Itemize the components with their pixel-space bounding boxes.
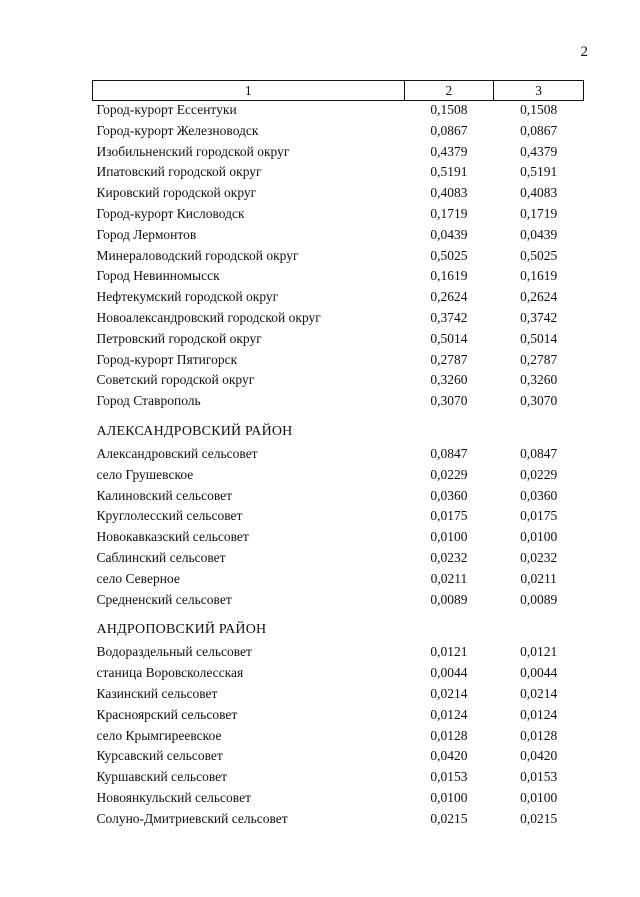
column-header-2: 2 (404, 81, 494, 101)
value-column-2: 0,0089 (430, 591, 468, 607)
value-column-2: 0,2787 (430, 351, 468, 367)
municipality-name: Город-курорт Кисловодск (96, 205, 245, 221)
value-column-3: 0,0232 (520, 549, 558, 565)
value-column-2: 0,0100 (430, 789, 468, 805)
value-column-3: 0,0089 (520, 591, 558, 607)
municipality-name: Водораздельный сельсовет (96, 644, 252, 660)
municipality-name: Город-курорт Железноводск (96, 122, 259, 138)
coefficients-table (92, 80, 584, 831)
value-column-2: 0,2624 (430, 289, 468, 305)
table-row (93, 392, 584, 413)
municipality-name: Новокавказский сельсовет (96, 529, 249, 545)
value-column-2: 0,0229 (430, 466, 468, 482)
value-column-3: 0,0420 (520, 748, 558, 764)
municipality-name: Солуно-Дмитриевский сельсовет (96, 810, 288, 826)
value-column-3: 0,2787 (520, 351, 558, 367)
municipality-name: Город-курорт Пятигорск (96, 351, 238, 367)
municipality-name: Красноярский сельсовет (96, 706, 238, 722)
municipality-name: Советский городской округ (96, 372, 255, 388)
value-column-3: 0,3070 (520, 393, 558, 409)
value-column-2: 0,0215 (430, 810, 468, 826)
municipality-name: Средненский сельсовет (96, 591, 232, 607)
value-column-3: 0,0867 (520, 122, 558, 138)
table-row (93, 810, 584, 831)
municipality-name: село Северное (96, 570, 180, 586)
section-heading-row (93, 611, 584, 643)
municipality-name: Кировский городской округ (96, 185, 257, 201)
table-row (93, 226, 584, 247)
table-row (93, 445, 584, 466)
value-column-3: 0,1719 (520, 205, 558, 221)
value-column-2: 0,5014 (430, 330, 468, 346)
value-column-3: 0,0124 (520, 706, 558, 722)
municipality-name: Круглолесский сельсовет (96, 508, 243, 524)
value-column-2: 0,5191 (430, 164, 468, 180)
value-column-3: 0,0121 (520, 644, 558, 660)
value-column-3: 0,5025 (520, 247, 558, 263)
value-column-2: 0,4379 (430, 143, 468, 159)
value-column-2: 0,0232 (430, 549, 468, 565)
municipality-name: Калиновский сельсовет (96, 487, 233, 503)
table-header (93, 81, 584, 101)
value-column-3: 0,5191 (520, 164, 558, 180)
municipality-name: Куршавский сельсовет (96, 769, 228, 785)
table-row (93, 643, 584, 664)
value-column-2: 0,5025 (430, 247, 468, 263)
value-column-2: 0,1719 (430, 205, 468, 221)
table-row (93, 727, 584, 748)
municipality-name: Город Невинномысск (96, 268, 220, 284)
header-row (93, 81, 584, 101)
table-row (93, 288, 584, 309)
table-row (93, 570, 584, 591)
municipality-name: Изобильненский городской округ (96, 143, 290, 159)
table-row (93, 591, 584, 612)
value-column-2: 0,1508 (430, 102, 468, 117)
table-row (93, 768, 584, 789)
value-column-3: 0,0128 (520, 727, 558, 743)
municipality-name: село Крымгиреевское (96, 727, 222, 743)
column-header-1: 1 (93, 81, 405, 101)
value-column-3: 0,4379 (520, 143, 558, 159)
table-body (93, 101, 584, 831)
value-column-2: 0,0211 (430, 570, 468, 586)
value-column-3: 0,0214 (520, 685, 558, 701)
value-column-2: 0,3070 (430, 393, 468, 409)
table-row (93, 163, 584, 184)
table-row (93, 205, 584, 226)
table-row (93, 247, 584, 268)
value-column-2: 0,0044 (430, 665, 468, 681)
value-column-3: 0,0100 (520, 789, 558, 805)
value-column-2: 0,0867 (430, 122, 468, 138)
municipality-name: Новоянкульский сельсовет (96, 789, 251, 805)
value-column-2: 0,0439 (430, 226, 468, 242)
table-row (93, 706, 584, 727)
municipality-name: Город-курорт Ессентуки (96, 102, 237, 117)
municipality-name: Петровский городской округ (96, 330, 262, 346)
value-column-3: 0,0439 (520, 226, 558, 242)
table-row (93, 101, 584, 122)
value-column-3: 0,4083 (520, 185, 558, 201)
table-row (93, 330, 584, 351)
value-column-3: 0,2624 (520, 289, 558, 305)
value-column-3: 0,3260 (520, 372, 558, 388)
value-column-2: 0,3260 (430, 372, 468, 388)
value-column-2: 0,3742 (430, 309, 468, 325)
value-column-3: 0,3742 (520, 309, 558, 325)
table-row (93, 122, 584, 143)
table-row (93, 371, 584, 392)
value-column-3: 0,0211 (520, 570, 557, 586)
value-column-3: 0,0044 (520, 665, 558, 681)
value-column-3: 0,1508 (520, 102, 558, 117)
table-row (93, 184, 584, 205)
value-column-2: 0,0847 (430, 445, 468, 461)
value-column-2: 0,0360 (430, 487, 468, 503)
value-column-3: 0,0229 (520, 466, 558, 482)
table-row (93, 267, 584, 288)
municipality-name: Нефтекумский городской округ (96, 289, 279, 305)
value-column-3: 0,0847 (520, 445, 558, 461)
value-column-2: 0,0153 (430, 769, 468, 785)
value-column-2: 0,0214 (430, 685, 468, 701)
value-column-2: 0,0175 (430, 508, 468, 524)
table-row (93, 685, 584, 706)
table-row (93, 664, 584, 685)
municipality-name: Город Ставрополь (96, 393, 201, 409)
table-row (93, 549, 584, 570)
table-row (93, 747, 584, 768)
table-row (93, 528, 584, 549)
section-heading-row (93, 413, 584, 445)
value-column-2: 0,0128 (430, 727, 468, 743)
municipality-name: Ипатовский городской округ (96, 164, 262, 180)
value-column-3: 0,0360 (520, 487, 558, 503)
value-column-3: 0,0153 (520, 769, 558, 785)
municipality-name: Курсавский сельсовет (96, 748, 223, 764)
table-row (93, 507, 584, 528)
section-heading: АНДРОПОВСКИЙ РАЙОН (96, 622, 267, 638)
table-row (93, 351, 584, 372)
municipality-name: станица Воровсколесская (96, 665, 244, 681)
municipality-name: Новоалександровский городской округ (96, 309, 321, 325)
table-row (93, 466, 584, 487)
column-header-3: 3 (494, 81, 584, 101)
value-column-3: 0,0100 (520, 529, 558, 545)
section-heading: АЛЕКСАНДРОВСКИЙ РАЙОН (96, 423, 293, 439)
value-column-2: 0,0121 (430, 644, 468, 660)
municipality-name: Минераловодский городской округ (96, 247, 299, 263)
municipality-name: Саблинский сельсовет (96, 549, 226, 565)
value-column-2: 0,4083 (430, 185, 468, 201)
value-column-2: 0,0124 (430, 706, 468, 722)
value-column-3: 0,1619 (520, 268, 558, 284)
page-number: 2 (580, 44, 588, 60)
value-column-2: 0,1619 (430, 268, 468, 284)
table-row (93, 143, 584, 164)
value-column-3: 0,0215 (520, 810, 558, 826)
municipality-name: Александровский сельсовет (96, 445, 258, 461)
table-row (93, 309, 584, 330)
table-row (93, 487, 584, 508)
municipality-name: село Грушевское (96, 466, 194, 482)
municipality-name: Город Лермонтов (96, 226, 197, 242)
value-column-3: 0,0175 (520, 508, 558, 524)
table-row (93, 789, 584, 810)
municipality-name: Казинский сельсовет (96, 685, 218, 701)
value-column-2: 0,0420 (430, 748, 468, 764)
value-column-2: 0,0100 (430, 529, 468, 545)
value-column-3: 0,5014 (520, 330, 558, 346)
